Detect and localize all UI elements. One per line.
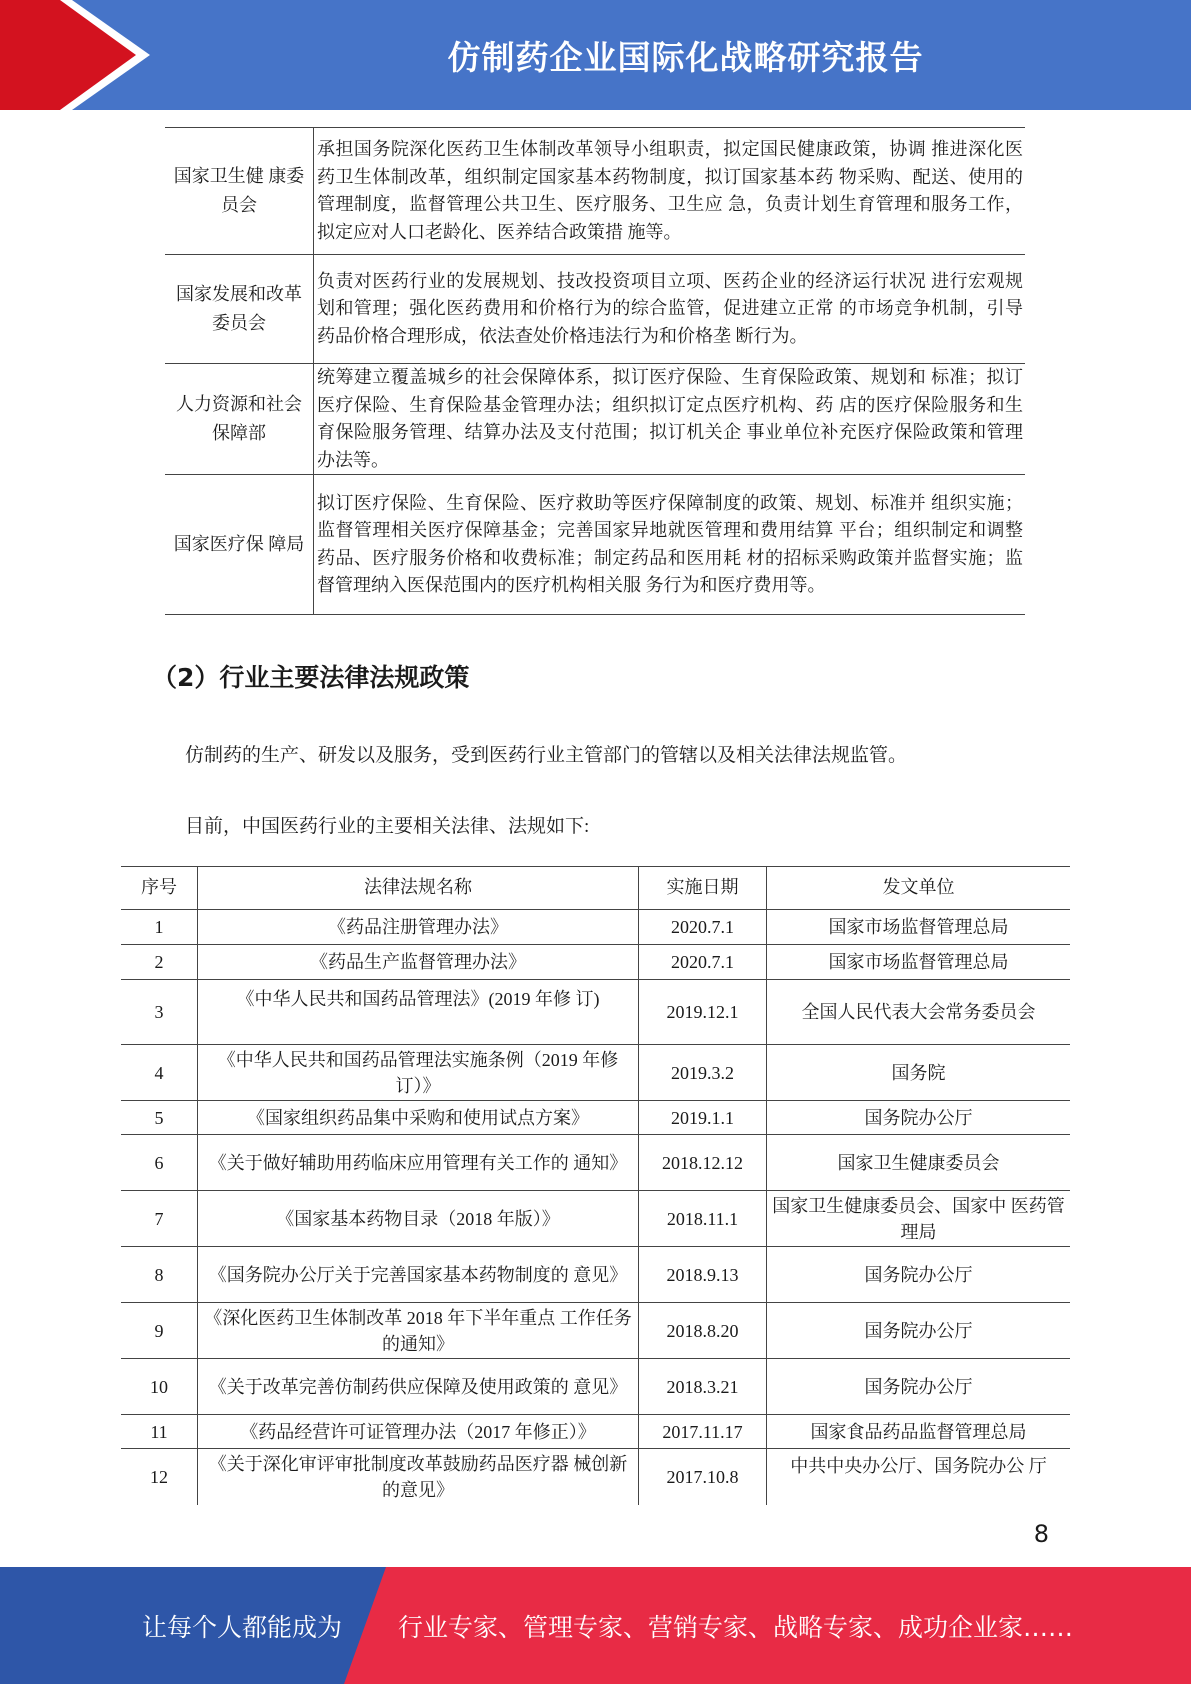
table-row xyxy=(165,364,1025,475)
row-no: 1 xyxy=(121,910,198,945)
row-no: 3 xyxy=(121,980,198,1045)
law-name: 《中华人民共和国药品管理法》(2019 年修 订) xyxy=(198,980,639,1045)
table-row xyxy=(121,1101,1070,1135)
issuer: 国家卫生健康委员会 xyxy=(767,1135,1071,1191)
department-name: 国家卫生健 康委员会 xyxy=(165,128,314,255)
law-name: 《药品经营许可证管理办法（2017 年修正）》 xyxy=(198,1415,639,1449)
department-duty-table xyxy=(165,127,1025,615)
laws-regulations-table xyxy=(121,866,1070,1505)
law-name: 《国家组织药品集中采购和使用试点方案》 xyxy=(198,1101,639,1135)
section-heading: （2）行业主要法律法规政策 xyxy=(152,663,470,692)
row-no: 5 xyxy=(121,1101,198,1135)
table-row xyxy=(121,1303,1070,1359)
effective-date: 2019.3.2 xyxy=(639,1045,767,1101)
law-name: 《深化医药卫生体制改革 2018 年下半年重点 工作任务的通知》 xyxy=(198,1303,639,1359)
table-row xyxy=(121,1191,1070,1247)
issuer: 全国人民代表大会常务委员会 xyxy=(767,980,1071,1045)
law-name: 《中华人民共和国药品管理法实施条例（2019 年修订）》 xyxy=(198,1045,639,1101)
table-row xyxy=(121,945,1070,980)
law-name: 《国家基本药物目录（2018 年版）》 xyxy=(198,1191,639,1247)
table-row xyxy=(165,475,1025,615)
table-row xyxy=(121,1247,1070,1303)
law-name: 《关于改革完善仿制药供应保障及使用政策的 意见》 xyxy=(198,1359,639,1415)
column-header-no: 序号 xyxy=(121,867,198,910)
column-header-date: 实施日期 xyxy=(639,867,767,910)
row-no: 8 xyxy=(121,1247,198,1303)
page-header xyxy=(0,0,1191,110)
issuer: 国务院办公厅 xyxy=(767,1303,1071,1359)
table-row xyxy=(121,1359,1070,1415)
footer-slogan-left: 让每个人都能成为 xyxy=(142,1612,343,1642)
issuer: 国家卫生健康委员会、国家中 医药管理局 xyxy=(767,1191,1071,1247)
department-name: 国家医疗保 障局 xyxy=(165,475,314,615)
row-no: 4 xyxy=(121,1045,198,1101)
law-name: 《关于做好辅助用药临床应用管理有关工作的 通知》 xyxy=(198,1135,639,1191)
table-row xyxy=(121,910,1070,945)
table-row xyxy=(121,1135,1070,1191)
row-no: 11 xyxy=(121,1415,198,1449)
table-row xyxy=(121,1415,1070,1449)
effective-date: 2018.12.12 xyxy=(639,1135,767,1191)
department-duty: 拟订医疗保险、生育保险、医疗救助等医疗保障制度的政策、规划、标准并 组织实施；监督管理相关医疗保障基金；完善国家异地就医管理和费用结算 平台；组织制定和调整药品、医疗服务价格和收费标准；制定药品和医用耗 材的招标采购政策并监督实施；监督管理纳入医保范围内的医疗机构相关服 务行为和医疗费用等。 xyxy=(314,475,1026,615)
footer-slogan-right: 行业专家、管理专家、营销专家、战略专家、成功企业家…… xyxy=(398,1612,1074,1642)
table-row xyxy=(121,1045,1070,1101)
effective-date: 2017.10.8 xyxy=(639,1449,767,1505)
issuer: 国务院 xyxy=(767,1045,1071,1101)
effective-date: 2020.7.1 xyxy=(639,945,767,980)
paragraph: 目前，中国医药行业的主要相关法律、法规如下: xyxy=(185,816,590,837)
issuer: 国家市场监督管理总局 xyxy=(767,945,1071,980)
effective-date: 2020.7.1 xyxy=(639,910,767,945)
effective-date: 2017.11.17 xyxy=(639,1415,767,1449)
department-name: 人力资源和社会保障部 xyxy=(165,364,314,475)
issuer: 国务院办公厅 xyxy=(767,1247,1071,1303)
effective-date: 2018.9.13 xyxy=(639,1247,767,1303)
column-header-issuer: 发文单位 xyxy=(767,867,1071,910)
law-name: 《药品生产监督管理办法》 xyxy=(198,945,639,980)
law-name: 《关于深化审评审批制度改革鼓励药品医疗器 械创新的意见》 xyxy=(198,1449,639,1505)
red-chevron-decoration xyxy=(0,0,150,110)
issuer: 国家市场监督管理总局 xyxy=(767,910,1071,945)
effective-date: 2019.12.1 xyxy=(639,980,767,1045)
law-name: 《药品注册管理办法》 xyxy=(198,910,639,945)
row-no: 10 xyxy=(121,1359,198,1415)
department-duty: 承担国务院深化医药卫生体制改革领导小组职责，拟定国民健康政策，协调 推进深化医药卫生体制改革，组织制定国家基本药物制度，拟订国家基本药 物采购、配送、使用的管理制度，监督管理公共卫生、医疗服务、卫生应 急，负责计划生育管理和服务工作，拟定应对人口老龄化、医养结合政策措 施等。 xyxy=(314,128,1026,255)
effective-date: 2018.11.1 xyxy=(639,1191,767,1247)
column-header-name: 法律法规名称 xyxy=(198,867,639,910)
row-no: 2 xyxy=(121,945,198,980)
table-header-row xyxy=(121,867,1070,910)
row-no: 6 xyxy=(121,1135,198,1191)
effective-date: 2018.3.21 xyxy=(639,1359,767,1415)
row-no: 7 xyxy=(121,1191,198,1247)
table-row xyxy=(121,1449,1070,1505)
page-number: 8 xyxy=(1033,1520,1049,1548)
department-duty: 统筹建立覆盖城乡的社会保障体系，拟订医疗保险、生育保险政策、规划和 标准；拟订医疗保险、生育保险基金管理办法；组织拟订定点医疗机构、药 店的医疗保险服务和生育保险服务管理、结算办法及支付范围；拟订机关企 事业单位补充医疗保险政策和管理办法等。 xyxy=(314,364,1026,475)
paragraph: 仿制药的生产、研发以及服务，受到医药行业主管部门的管辖以及相关法律法规监管。 xyxy=(185,745,908,766)
issuer: 中共中央办公厅、国务院办公 厅 xyxy=(767,1449,1071,1505)
page-footer xyxy=(0,1567,1191,1684)
table-row xyxy=(165,128,1025,255)
department-duty: 负责对医药行业的发展规划、技改投资项目立项、医药企业的经济运行状况 进行宏观规划和管理；强化医药费用和价格行为的综合监管，促进建立正常 的市场竞争机制，引导药品价格合理形成，依法查处价格违法行为和价格垄 断行为。 xyxy=(314,255,1026,364)
table-row xyxy=(165,255,1025,364)
report-title: 仿制药企业国际化战略研究报告 xyxy=(447,37,924,77)
department-name: 国家发展和改革委员会 xyxy=(165,255,314,364)
row-no: 9 xyxy=(121,1303,198,1359)
issuer: 国家食品药品监督管理总局 xyxy=(767,1415,1071,1449)
table-row xyxy=(121,980,1070,1045)
law-name: 《国务院办公厅关于完善国家基本药物制度的 意见》 xyxy=(198,1247,639,1303)
row-no: 12 xyxy=(121,1449,198,1505)
effective-date: 2018.8.20 xyxy=(639,1303,767,1359)
effective-date: 2019.1.1 xyxy=(639,1101,767,1135)
issuer: 国务院办公厅 xyxy=(767,1359,1071,1415)
issuer: 国务院办公厅 xyxy=(767,1101,1071,1135)
